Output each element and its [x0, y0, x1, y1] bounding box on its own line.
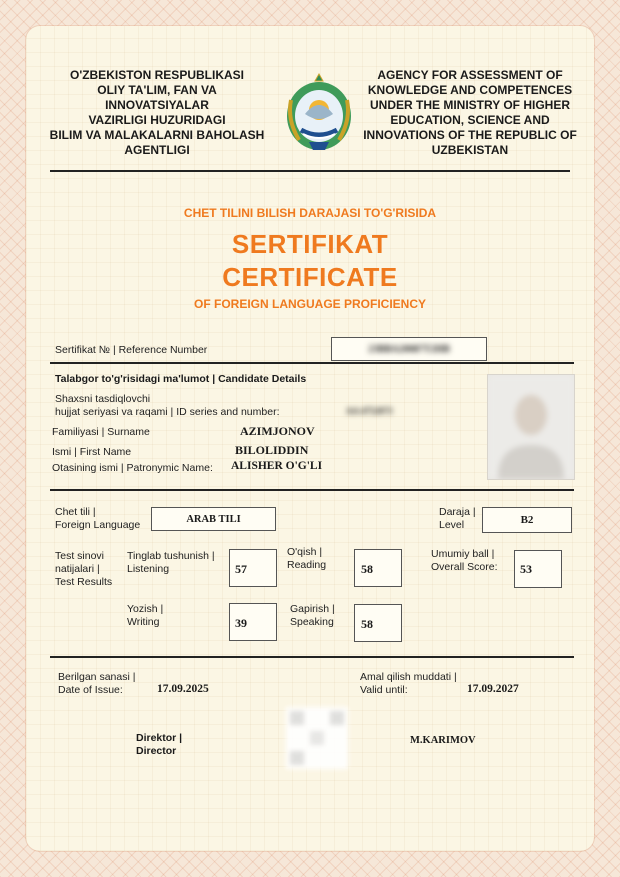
reference-number-box [331, 337, 487, 361]
header-left [46, 68, 268, 158]
director-label-line: Director [136, 745, 177, 757]
title-subtitle-top: CHET TILINI BILISH DARAJASI TO'G'RISIDA [183, 206, 437, 220]
level-label-line: Daraja | [439, 506, 476, 518]
overall-score: 53 [520, 562, 532, 576]
results-label-line: Test sinovi [55, 550, 105, 562]
header-right-line: EDUCATION, SCIENCE AND [390, 113, 550, 127]
surname-value: AZIMJONOV [240, 424, 315, 438]
state-emblem-icon [283, 70, 355, 154]
level-value-box [482, 507, 572, 533]
overall-label [431, 548, 498, 574]
language-value-box [151, 507, 276, 531]
first-name-label: Ismi | First Name [52, 446, 132, 458]
valid-until-value: 17.09.2027 [467, 683, 519, 695]
first-name-value: BILOLIDDIN [235, 443, 309, 457]
language-label-line: Foreign Language [55, 519, 141, 531]
writing-label [127, 603, 163, 629]
header-left-line: BILIM VA MALAKALARNI BAHOLASH [49, 128, 265, 142]
title-subtitle-bottom: OF FOREIGN LANGUAGE PROFICIENCY [193, 297, 426, 311]
candidate-heading: Talabgor to'g'risidagi ma'lumot | Candidate Details [55, 373, 307, 385]
patronymic-label: Otasining ismi | Patronymic Name: [52, 462, 213, 474]
language-label-line: Chet tili | [55, 506, 96, 518]
speaking-label-line: Speaking [290, 616, 334, 628]
writing-score: 39 [235, 616, 247, 630]
reading-score-box [354, 549, 402, 587]
candidate-photo-icon [487, 374, 575, 480]
listening-label-line: Listening [127, 563, 170, 575]
id-label-line: Shaxsni tasdiqlovchi [55, 393, 151, 405]
header-left-line: OLIY TA'LIM, FAN VA INNOVATSIYALAR [97, 83, 217, 112]
id-label [55, 393, 280, 419]
valid-until-label-line: Valid until: [360, 684, 408, 696]
header-left-line: VAZIRLIGI HUZURIDAGI [88, 113, 226, 127]
header-right-line: KNOWLEDGE AND COMPETENCES [367, 83, 573, 97]
reading-score: 58 [361, 562, 373, 576]
reading-label-line: Reading [287, 559, 327, 571]
divider [50, 170, 570, 172]
speaking-label [290, 603, 335, 629]
issue-date-value: 17.09.2025 [157, 683, 209, 695]
header-right-line: AGENCY FOR ASSESSMENT OF [377, 68, 563, 82]
header-left-line: O'ZBEKISTON RESPUBLIKASI [70, 68, 244, 82]
surname-label: Familiyasi | Surname [52, 426, 150, 438]
valid-until-label [360, 671, 457, 697]
speaking-label-line: Gapirish | [290, 603, 335, 615]
issue-date-label [58, 671, 135, 697]
id-label-line: hujjat seriyasi va raqami | ID series and number: [55, 406, 280, 418]
results-label-line: Test Results [55, 576, 113, 588]
id-value: AA 4752073 [346, 406, 393, 416]
overall-score-box [514, 550, 562, 588]
director-label [136, 732, 182, 758]
level-label [439, 506, 476, 532]
verification-qr-code-icon [286, 707, 348, 769]
listening-label-line: Tinglab tushunish | [127, 550, 215, 562]
listening-score: 57 [235, 562, 247, 576]
listening-label [127, 550, 215, 576]
writing-label-line: Writing [127, 616, 160, 628]
header-right-line: UNDER THE MINISTRY OF HIGHER [369, 98, 570, 112]
director-name: M.KARIMOV [410, 735, 476, 746]
listening-score-box [229, 549, 277, 587]
writing-score-box [229, 603, 277, 641]
header-right-line: UZBEKISTAN [431, 143, 509, 157]
language-value: ARAB TILI [186, 513, 241, 525]
director-label-line: Direktor | [136, 732, 183, 744]
issue-date-label-line: Berilgan sanasi | [58, 671, 136, 683]
divider [50, 489, 574, 491]
writing-label-line: Yozish | [127, 603, 164, 615]
divider [50, 362, 574, 364]
reading-label [287, 546, 326, 572]
divider [50, 656, 574, 658]
title-main-en: CERTIFICATE [222, 262, 398, 292]
reading-label-line: O'qish | [287, 546, 323, 558]
speaking-score-box [354, 604, 402, 642]
issue-date-label-line: Date of Issue: [58, 684, 123, 696]
speaking-score: 58 [361, 617, 373, 631]
valid-until-label-line: Amal qilish muddati | [360, 671, 457, 683]
results-label-line: natijalari | [55, 563, 100, 575]
results-label [55, 550, 112, 589]
language-label [55, 506, 140, 532]
patronymic-value: ALISHER O'G'LI [231, 460, 323, 472]
level-label-line: Level [439, 519, 465, 531]
header-right-line: INNOVATIONS OF THE REPUBLIC OF [363, 128, 577, 142]
overall-label-line: Overall Score: [431, 561, 498, 573]
overall-label-line: Umumiy ball | [431, 548, 495, 560]
reference-number: 23BBA20087T2HB [368, 343, 450, 355]
level-value: B2 [520, 514, 534, 526]
header-left-line: AGENTLIGI [124, 143, 190, 157]
reference-label: Sertifikat № | Reference Number [55, 344, 208, 356]
title-main-uz: SERTIFIKAT [231, 229, 389, 259]
header-right [360, 68, 580, 158]
